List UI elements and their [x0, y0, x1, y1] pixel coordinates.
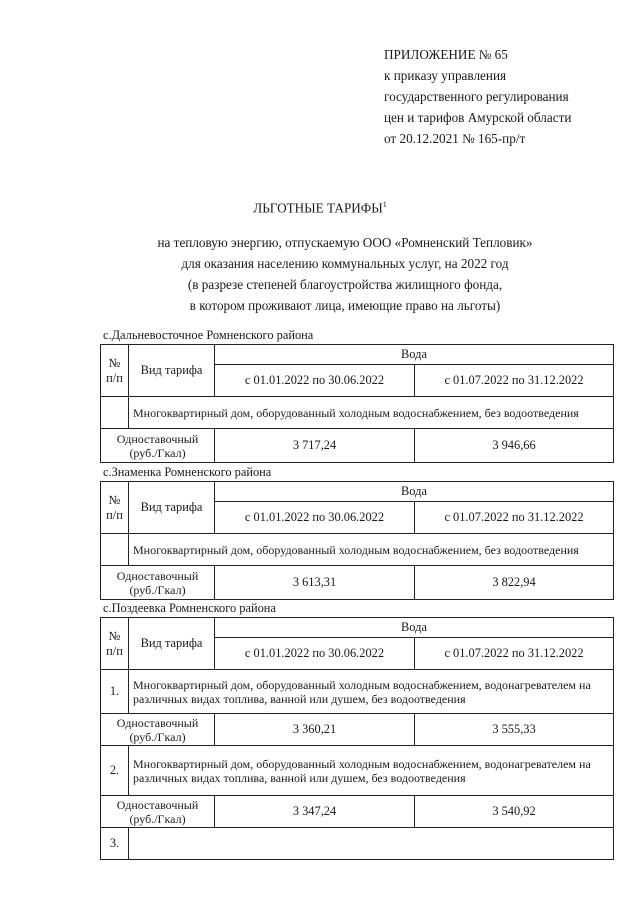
subtitle-line: (в разрезе степеней благоустройства жилищного фонда,: [187, 277, 503, 292]
value-period2: 3 555,33: [415, 714, 614, 746]
table-row: [101, 397, 614, 429]
col-header-num: № п/п: [101, 618, 129, 670]
value-period1: 3 613,31: [215, 566, 415, 600]
unit-label: Одноставочный (руб./Гкал): [101, 429, 215, 463]
page-title: [0, 200, 640, 216]
section-location: с.Поздеевка Ромненского района: [103, 601, 276, 615]
appendix-line: цен и тарифов Амурской области: [384, 110, 572, 125]
table-row: [101, 566, 614, 600]
row-num: [101, 534, 129, 566]
col-header-water: Вода: [215, 345, 614, 365]
unit-label: Одноставочный (руб./Гкал): [101, 566, 215, 600]
col-header-tariff-type: Вид тарифа: [129, 618, 215, 670]
appendix-line: государственного регулирования: [384, 89, 569, 104]
row-num: 1.: [101, 670, 129, 714]
col-header-period1: с 01.01.2022 по 30.06.2022: [215, 502, 415, 534]
table-row: [101, 714, 614, 746]
tariff-table: [100, 344, 614, 463]
table-row: [101, 746, 614, 796]
row-num: 2.: [101, 746, 129, 796]
appendix-line: ПРИЛОЖЕНИЕ № 65: [384, 47, 508, 62]
row-description: [129, 828, 614, 860]
col-header-period1: с 01.01.2022 по 30.06.2022: [215, 365, 415, 397]
row-description: Многоквартирный дом, оборудованный холодным водоснабжением, без водоотведения: [129, 534, 614, 566]
page-subtitle: [90, 232, 600, 316]
row-num: 3.: [101, 828, 129, 860]
row-description: Многоквартирный дом, оборудованный холодным водоснабжением, водонагревателем на различных видах топлива, ванной или душем, без водоотведения: [129, 746, 614, 796]
table-row: [101, 828, 614, 860]
col-header-num: № п/п: [101, 345, 129, 397]
unit-label: Одноставочный (руб./Гкал): [101, 796, 215, 828]
row-description: Многоквартирный дом, оборудованный холодным водоснабжением, водонагревателем на различных видах топлива, ванной или душем, без водоотведения: [129, 670, 614, 714]
value-period2: 3 946,66: [415, 429, 614, 463]
table-row: [101, 534, 614, 566]
col-header-period1: с 01.01.2022 по 30.06.2022: [215, 638, 415, 670]
table-row: [101, 796, 614, 828]
appendix-line: от 20.12.2021 № 165-пр/т: [384, 131, 526, 146]
subtitle-line: в котором проживают лица, имеющие право на льготы): [189, 298, 501, 313]
value-period1: 3 360,21: [215, 714, 415, 746]
row-description: Многоквартирный дом, оборудованный холодным водоснабжением, без водоотведения: [129, 397, 614, 429]
section-location: с.Дальневосточное Ромненского района: [103, 328, 314, 342]
col-header-tariff-type: Вид тарифа: [129, 482, 215, 534]
appendix-block: [384, 44, 634, 149]
unit-label: Одноставочный (руб./Гкал): [101, 714, 215, 746]
table-row: [101, 429, 614, 463]
value-period1: 3 347,24: [215, 796, 415, 828]
subtitle-line: на тепловую энергию, отпускаемую ООО «Ромненский Тепловик»: [157, 235, 533, 250]
tariff-table: [100, 481, 614, 600]
value-period2: 3 540,92: [415, 796, 614, 828]
col-header-water: Вода: [215, 618, 614, 638]
col-header-period2: с 01.07.2022 по 31.12.2022: [415, 365, 614, 397]
col-header-period2: с 01.07.2022 по 31.12.2022: [415, 638, 614, 670]
tariff-table: [100, 617, 614, 860]
col-header-water: Вода: [215, 482, 614, 502]
row-num: [101, 397, 129, 429]
title-text: ЛЬГОТНЫЕ ТАРИФЫ: [253, 200, 383, 216]
value-period1: 3 717,24: [215, 429, 415, 463]
title-footnote: 1: [382, 200, 387, 209]
subtitle-line: для оказания населению коммунальных услуг, на 2022 год: [181, 256, 509, 271]
appendix-line: к приказу управления: [384, 68, 507, 83]
table-row: [101, 670, 614, 714]
col-header-tariff-type: Вид тарифа: [129, 345, 215, 397]
value-period2: 3 822,94: [415, 566, 614, 600]
col-header-period2: с 01.07.2022 по 31.12.2022: [415, 502, 614, 534]
col-header-num: № п/п: [101, 482, 129, 534]
section-location: с.Знаменка Ромненского района: [103, 465, 272, 479]
